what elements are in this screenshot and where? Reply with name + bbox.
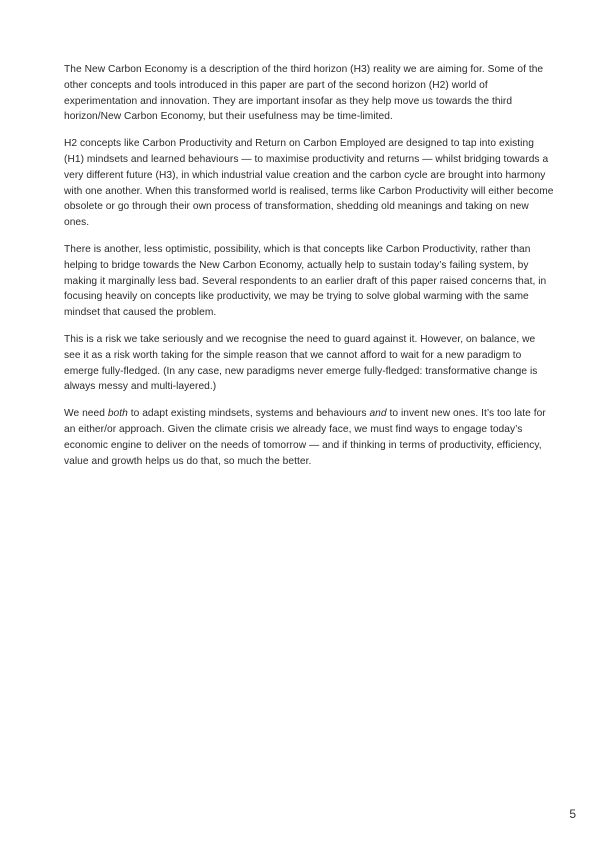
paragraph-2 [64,136,554,231]
paragraph-5 [64,406,554,469]
paragraph-5-emphasis-and: and [369,408,387,420]
paragraph-5-text-b: to adapt existing mindsets, systems and behaviours [127,408,370,420]
paragraph-5-emphasis-both: both [107,408,128,420]
paragraph-5-text-c: to invent new ones. It’s too late for an either/or approach. Given the climate crisis we already face, we must find ways to engage today’s economic engine to deliver on the needs of tomorrow — and if thinking in terms of productivity, efficiency, value and growth helps us do that, so much the better. [64,408,546,467]
paragraph-2-text: H2 concepts like Carbon Productivity and Return on Carbon Employed are designed to tap into existing (H1) mindsets and learned behaviours — to maximise productivity and returns — whilst bridging towards a very different future (H3), in which industrial value creation and the carbon cycle are brought into harmony with one another. When this transformed world is realised, terms like Carbon Productivity will either become obsolete or go through their own process of transformation, shedding old meanings and taking on new ones. [64,138,554,229]
paragraph-3-text: There is another, less optimistic, possibility, which is that concepts like Carbon Productivity, rather than helping to bridge towards the New Carbon Economy, actually help to sustain today’s failing system, by making it marginally less bad. Several respondents to an earlier draft of this paper raised concerns that, in focusing heavily on concepts like productivity, we may be trying to solve global warming with the same mindset that caused the problem. [64,243,547,319]
paragraph-3 [64,242,554,321]
paragraph-4-text: This is a risk we take seriously and we recognise the need to guard against it. However, on balance, we see it as a risk worth taking for the simple reason that we cannot afford to wait for a new paradigm to emerge fully-fledged. (In any case, new paradigms never emerge fully-fledged: transformative change is always messy and multi-layered.) [64,333,538,393]
page-number: 5 [569,807,576,821]
body-text [64,62,554,480]
paragraph-1-text: The New Carbon Economy is a description of the third horizon (H3) reality we are aiming for. Some of the other concepts and tools introduced in this paper are part of the second horizon (H2) world of experimentation and innovation. They are important insofar as they help move us towards the third horizon/New Carbon Economy, but their usefulness may be time-limited. [64,64,544,123]
paragraph-1 [64,62,554,125]
paragraph-4 [64,332,554,395]
paragraph-5-text-a: We need [64,408,108,420]
